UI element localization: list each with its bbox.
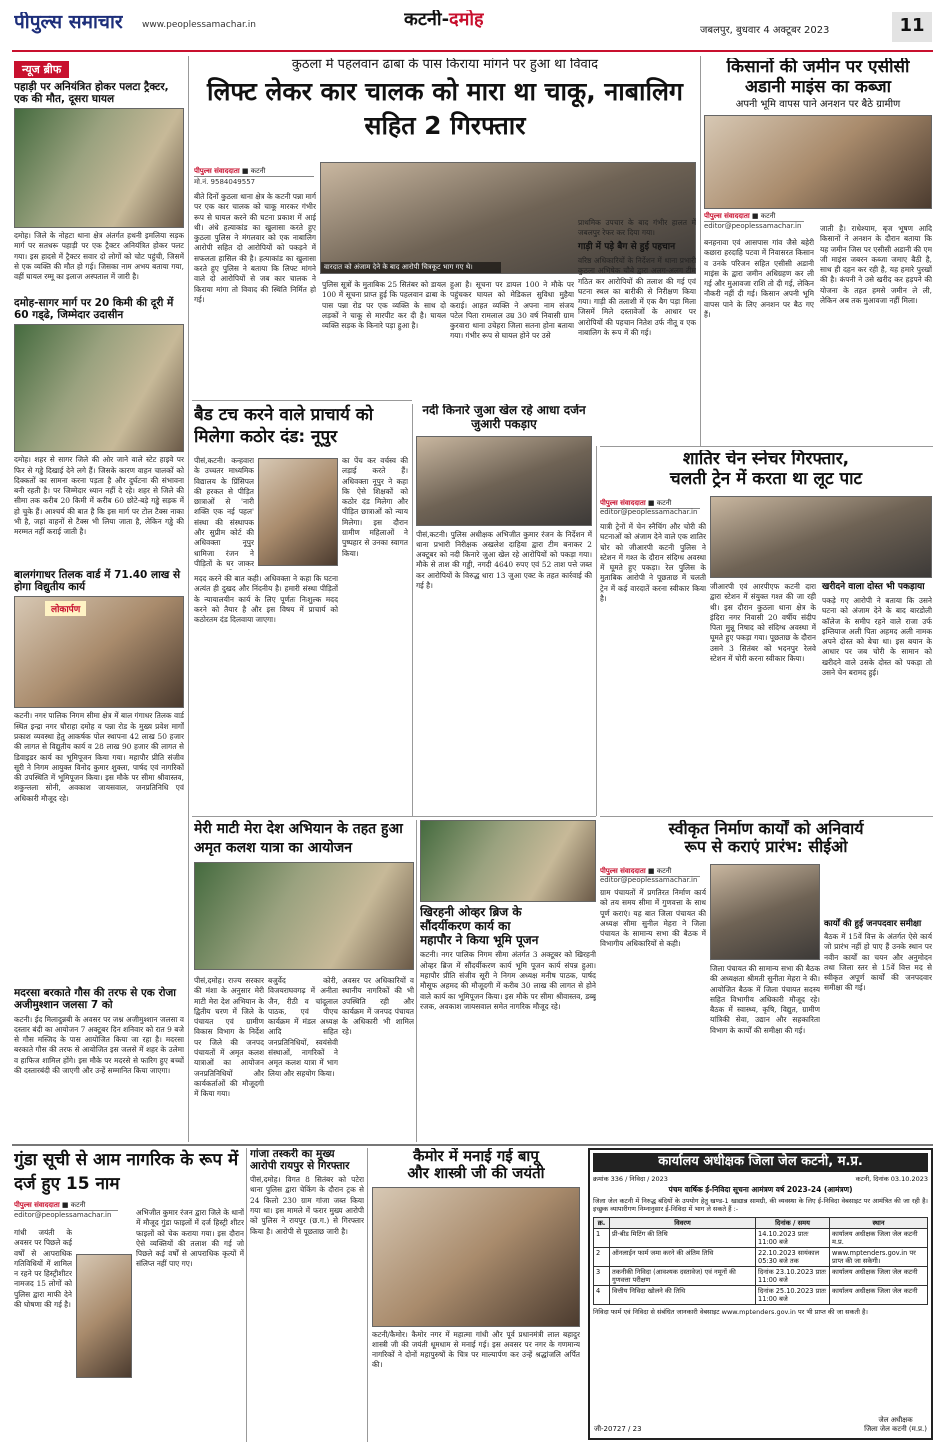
ceo-body-col1: ग्राम पंचायतों में प्रगतिरत निर्माण कार्य को तय समय सीमा में गुणवत्ता के साथ पूर्ण कराएं। यह बात जिला पंचायत की अध्यक्ष सीमा सुनील मेहरा ने जिला पंचायत के सामान्य सभा की बैठक में विभागीय अधिकारियों से कही। [600,888,706,949]
ganja-headline: गांजा तस्करी का मुख्य आरोपी रायपुर से गिरफ्तार [250,1148,350,1173]
gamblers-photo [416,436,592,526]
goonda-body-col1: गांधी जयंती के अवसर पर पिछले कई वर्षों से आपराधिक गतिविधियों में शामिल न रहने पर हिस्ट्रीशीटर नामजद 15 लोगों को पुलिस द्वारा माफी देने की घोषणा की गई है। [14,1228,72,1310]
meri-mati-headline: मेरी माटी मेरा देश अभियान के तहत हुआ अमृत कलश यात्रा का आयोजन [194,821,403,856]
khirhani-photo [420,820,596,902]
ganja-story [250,1148,364,1442]
inauguration-board-label: लोकार्पण [45,601,86,616]
ceo-byline: पीपुल्स संवाददाता ■ कटनी [600,866,700,877]
meri-mati-body-col3: अवसर पर अधिकारियों व स्थानीय नागरिकों की भी उपस्थिति रही और कार्यक्रम में जनपद पंचायत के अधिकारी भी शामिल रहे। [342,976,414,1037]
tender-cell: ऑनलाईन फार्म जमा करने की अंतिम तिथि [610,1247,756,1266]
tender-cell[interactable]: www.mptenders.gov.in पर प्राप्त की जा सकेगी। [830,1247,928,1266]
brief-photo-road [14,324,184,452]
meri-mati-body-col1: पीसं,दमोह। राज्य सरकार की मंशा के अनुसार मेरी माटी मेरा देश अभियान के द्वितीय चरण में जिले के पंचायत एवं ग्रामीण विकास विभाग के निर्देश पर जिले की जनपद पंचायतों में अमृत कलश यात्राओं का आयोजन जनप्रतिनिधियों और कार्यकर्ताओं की मौजूदगी में किया गया। [194,976,264,1099]
column-divider [596,446,597,816]
adani-headline-2: अडानी माइंस का कब्जा [744,76,892,97]
tender-col-header: स्थान [830,1217,928,1228]
adani-byline: पीपुल्स संवाददाता ■ कटनी [704,211,804,222]
ceo-body-col2: जिला पंचायत की सामान्य सभा की बैठक की अध्यक्षता श्रीमती सुनीता मेहरा ने की। आयोजित बैठक में जिला पंचायत सदस्य सहित विभागीय अधिकारी मौजूद रहे। बैठक में स्वास्थ्य, कृषि, विद्युत, ग्रामीण यांत्रिकी सेवा, उद्यान और सहकारिता विभाग के कार्यों की समीक्षा की गई। [710,964,820,1035]
chain-story [600,450,932,816]
brief-body-3: कटनी। नगर पालिक निगम सीमा क्षेत्र में बाल गंगाधर तिलक वार्ड स्थित इन्द्रा नगर चौराहा दमोह व पन्ना रोड के मुख्य प्रवेश मार्गों प्रकाश व्यवस्था हेतु आकर्षक पोल स्थापना 42 लाख 50 हजार की लागत से विद्युतीय कार्य व 28 लाख 90 हजार की लागत से डिवाइडर कार्य का भूमिपूजन किया गया। महापौर प्रीति संजीव सूरी ने निगम आयुक्त विनोद कुमार शुक्ला, पार्षद एवं नागरिकों की उपस्थिति में भूमिपूजन किया। इस मौके पर सीमा श्रीवास्तव, शकुन्तला सोनी, अवकाश जायसवाल, जनप्रतिनिधि एवं अधिकारी मौजूद रहे। [14,711,184,803]
tender-cell: प्री-बीड मिटिंग की तिथि [610,1228,756,1247]
section-divider [12,1144,933,1146]
principal-body-col2: का पेंच कर वर्चस्व की लड़ाई करते हैं। अधिवक्ता नूपुर ने कहा कि ऐसे शिक्षकों को कठोर दंड मिलेगा और पीड़ित छात्राओं को न्याय मिलेगा। इस दौरान ग्रामीण महिलाओं ने पुष्पहार से उनका स्वागत किया। [342,456,408,558]
masthead [0,0,945,52]
news-brief-column [14,58,184,1146]
chain-headline-2: चलती ट्रेन में करता था लूट पाट [669,468,863,489]
gamblers-headline: नदी किनारे जुआ खेल रहे आधा दर्जन जुआरी पकड़ाए [422,404,586,431]
ceo-photo-meeting [710,864,820,960]
ceo-side-body: बैठक में 15वें वित्त के अंतर्गत ऐसे कार्य जो प्रारंभ नहीं हो पाए हैं उनके स्थान पर नवीन कार्यों का चयन और अनुमोदन तथा जिला स्तर से 15वें वित्त मद से स्वीकृत अपूर्ण कार्यों की जनपदवार समीक्षा की गई। [824,932,932,993]
jayanti-headline-2: और शास्त्री जी की जयंती [407,1164,545,1183]
chain-headline-1: शातिर चेन स्नेचर गिरफ्तार, [682,450,850,469]
adani-body-col2: जाती है। राधेश्याम, बृज भूषण आदि किसानों ने अनशन के दौरान बताया कि यह जमीन जिस पर एसीसी अडानी की एम जी माइंस जबरन कब्जा जमाए बैठी है, साथ ही दहन कर रही है, यह हमारे पुरखों की है। कंपनी ने उसे खरीद कर हड़पने की योजना के तहत हमसे जमीन ले ली, लेकिन अब तक मुआवजा नहीं मिला। [820,224,932,306]
tender-row [594,1285,928,1304]
section-divider [600,816,933,817]
meri-mati-photo [194,862,414,970]
jayanti-story [372,1148,580,1442]
lead-headline: लिफ्ट लेकर कार चालक को मारा था चाकू, नाबालिग सहित 2 गिरफ्तार [206,76,684,140]
tender-sign-office: जिला जेल कटनी (म.प्र.) [864,1425,927,1433]
goonda-body-col2: अभिजीत कुमार रंजन द्वारा जिले के थानों में मौजूद गुंडा फाइलों में दर्ज हिस्ट्री शीटर फाइलों को चेक कराया गया। इस दौरान ऐसे व्यक्तियों की तलाश की गई जो पिछले कई वर्षों से आपराधिक कृत्यों में संलिप्त नहीं पाए गए। [136,1208,244,1269]
brief-body-1: दमोह। जिले के नोहटा थाना क्षेत्र अंतर्गत हथनी इमलिया सड़क मार्ग पर सतधरू पहाड़ी पर एक ट्रैक्टर अनियंत्रित होकर पलट गया। इस हादसे में ट्रैक्टर सवार दो लोगों को चोट पहुंची, जिसमें से एक व्यक्ति की मौत हो गई। जिसका नाम अभय बताया गया, वहीं घायल रम्मू का इलाज अस्पताल में जारी है। [14,231,184,282]
tender-title: कार्यालय अधीक्षक जिला जेल कटनी, म.प्र. [593,1153,928,1172]
column-divider [700,56,701,446]
tender-col-header: क्र. [594,1217,610,1228]
goonda-byline: पीपुल्स संवाददाता ■ कटनी [14,1200,118,1211]
tender-cell: 22.10.2023 सायंकाल 05:30 बजे तक [756,1247,830,1266]
tender-cell: वित्तीय निविदा खोलने की तिथि [610,1285,756,1304]
byline-org: पीपुल्स संवाददाता [704,211,750,220]
brief-headline-4: मदरसा बरकाते गौस की तरफ से एक रोजा अजीमुश्शान जलसा 7 को [14,987,176,1012]
brief-body-4: कटनी। ईद मिलादुन्नबी के अवसर पर जश्न अजीमुश्शान जलसा व दस्तार बंदी का आयोजन 7 अक्टूबर दिन शनिवार को रात 9 बजे से गौस मस्जिद के पास आयोजित किया जा रहा है। मदरसा बरकाते गौस की तरफ से आयोजित इस जलसे में शहर के उलेमा व हाफिज शामिल होंगे। इस मौके पर मदरसे से फारिग हुए बच्चों की दस्तारबंदी की जाएगी और उन्हें सम्मानित किया जाएगा। [14,1014,184,1075]
byline-city: कटनी [70,1201,86,1209]
chain-side-headline: खरीदने वाला दोस्त भी पकड़ाया [822,582,925,592]
section-divider [192,400,412,401]
tender-cell: कार्यालय अधीक्षक जिला जेल कटनी [830,1285,928,1304]
byline-org: पीपुल्स संवाददाता [14,1201,60,1209]
brief-photo-tractor [14,108,184,228]
tender-table [593,1217,928,1305]
tender-sign-title: जेल अधीक्षक [878,1416,913,1424]
chain-email[interactable]: editor@peoplessamachar.in [600,508,698,516]
lead-photo-caption: वारदात को अंजाम देने के बाद आरोपी चित्रकूट भाग गए थे। [321,262,501,273]
lead-body-col4a: प्राथमिक उपचार के बाद गंभीर हालत में जबलपुर रेफर कर दिया गया। [578,218,696,238]
tender-row [594,1247,928,1266]
section-city-katni: कटनी [404,10,442,30]
brief-headline-1: पहाड़ी पर अनियंत्रित होकर पलटा ट्रैक्टर, एक की मौत, दूसरा घायल [14,81,169,106]
goonda-email[interactable]: editor@peoplessamachar.in [14,1211,112,1219]
chain-photo-accused [710,496,932,578]
byline-org: पीपुल्स संवाददाता [600,867,646,875]
paper-name: पीपुल्स समाचार [14,12,123,33]
tender-notice [588,1148,933,1440]
column-divider [416,820,417,1142]
principal-body-col1: पीसं,कटनी। कन्हवारा के उच्चतर माध्यमिक विद्यालय के प्रिंसिपल की हरकत से पीड़ित छात्राओं से 'नारी शक्ति एक नई पहल' संस्था की संस्थापक और सुप्रीम कोर्ट की अधिवक्ता नूपुर धामिजा रंजन ने पीड़ितों के घर जाकर [194,456,254,568]
byline-org: पीपुल्स संवाददाता [600,499,646,507]
masthead-rule [12,50,933,52]
section-divider [600,446,933,447]
column-divider [412,404,413,816]
tender-cell: 4 [594,1285,610,1304]
page-number: 11 [892,12,932,42]
ceo-story [600,820,932,1142]
tender-footer-note: निविदा फार्म एवं निविदा से संबंधित जानकारी वेबसाइट www.mptenders.gov.in पर भी प्राप्त की जा सकती है। [593,1307,868,1316]
tender-cell: 3 [594,1266,610,1285]
khirhani-story [420,820,596,1142]
lead-body-col3: हुआ है। सूचना पर डायल 100 ने मौके पर पहुंचकर घायल को मेडिकल सुविधा मुहैया कराई। आहत व्यक्ति ने अपना नाम संजय पटेल पिता रामलाल उम्र 30 वर्ष निवासी ग्राम कुरवारा थाना उचेहरा जिला सतना होना बताया गया। गंभीर रूप से घायल होने पर उसे [450,280,574,341]
principal-headline: बैड टच करने वाले प्राचार्य को मिलेगा कठोर दंड: नूपुर [194,405,374,447]
adani-headline-1: किसानों की जमीन पर एसीसी [726,58,910,77]
byline-city: कटनी [656,499,672,507]
section-title: कटनी-दमोह [404,10,484,30]
ceo-email[interactable]: editor@peoplessamachar.in [600,876,698,884]
goonda-photo-officer [76,1254,132,1378]
lead-mobile: मो.नं. 9584049557 [194,178,256,186]
principal-photo-nupur [258,458,338,566]
jayanti-photo [372,1187,580,1327]
dateline: जबलपुर, बुधवार 4 अक्टूबर 2023 [700,25,830,36]
brief-photo-inauguration [14,596,184,708]
tender-header-row [594,1217,928,1228]
tender-col-header: दिनांक / समय [756,1217,830,1228]
section-city-damoh: दमोह [449,10,484,30]
gamblers-body: पीसं,कटनी। पुलिस अधीक्षक अभिजीत कुमार रंजन के निर्देशन में थाना प्रभारी निरीक्षक अखलेश दाहिया द्वारा टीम बनाकर 2 अक्टूबर को नदी किनारे जुआ खेल रहे आरोपियों को पकड़ा गया। मौके से ताश की गड्डी, नगदी 4640 रुपए एवं 52 ताश पत्ते जब्त कर आरोपियों के विरुद्ध धारा 13 जुआ एक्ट के तहत कार्रवाई की गई है। [416,529,592,591]
meri-mati-story [194,820,414,1142]
khirhani-headline-2: सौंदर्यीकरण कार्य का [420,918,511,933]
tender-cell: कार्यालय अधीक्षक जिला जेल कटनी म.प्र. [830,1228,928,1247]
tender-subtitle: पंचम वार्षिक ई-निविदा सूचना आमंत्रण वर्ष 2023-24 (आमंत्रण) [668,1184,853,1194]
adani-story [704,58,932,442]
lead-byline: पीपुल्स संवाददाता ■ कटनी [194,166,314,177]
adani-email[interactable]: editor@peoplessamachar.in [704,221,802,230]
column-divider [367,1148,368,1442]
byline-city: कटनी [656,867,672,875]
jayanti-headline-1: कैमोर में मनाई गई बापू [413,1148,539,1165]
ceo-side-headline: कार्यों की हुई जनपदवार समीक्षा [824,919,922,929]
gamblers-story [416,404,592,814]
tender-col-header: विवरण [610,1217,756,1228]
website[interactable]: www.peoplessamachar.in [142,20,256,30]
tender-ref-date: कटनी, दिनांक 03.10.2023 [855,1174,928,1183]
tender-row [594,1266,928,1285]
column-divider [246,1148,247,1442]
lead-body-col1: बीते दिनों कुठला थाना क्षेत्र के कटनी पन्ना मार्ग पर एक कार चालक को चाकू मारकर गंभीर रूप से घायल करने की घटना प्रकाश में आई थी। अंधे हत्याकांड का खुलासा करते हुए कुठला पुलिस ने मंगलवार को एक नाबालिग आरोपी सहित दो आरोपियों को पकड़ने में सफलता हासिल की है। हत्याकांड का खुलासा करते हुए पुलिस ने बताया कि लिफ्ट मांगने वाले दो आरोपियों से जब कार चालक ने किराया मांगा तो विवाद की स्थिति निर्मित हो गई। [194,192,316,304]
tender-cell: दिनांक 25.10.2023 प्रातः 11:00 बजे [756,1285,830,1304]
byline-org: पीपुल्स संवाददाता [194,167,240,175]
tender-signatory [864,1416,927,1434]
column-divider [188,56,189,1142]
lead-story [194,58,696,398]
khirhani-body: कटनी। नगर पालिक निगम सीमा अंतर्गत 3 अक्टूबर को खिरहनी ओव्हर ब्रिज में सौंदर्यीकरण कार्य भूमि पूजन कार्य संपन्न हुआ। महापौर प्रीति संजीव सूरी ने निगम अध्यक्ष मनीष पाठक, पार्षद मौसूफ अहमद की मौजूदगी में करीब 30 लाख की लागत से होने वाले कार्य का भूमिपूजन किया। इस मौके पर सीमा श्रीवास्तव, डब्बू रजक, अवकाश जायसवाल समेत नागरिक मौजूद रहे। [420,950,596,1011]
principal-story [194,404,408,814]
tender-intro: जिला जेल कटनी में निरुद्ध बंदियों के उपयोग हेतु खण्ड-1 खाद्यान्न सामग्री, की व्यवस्था के लिए ई-निविदा वेबसाइट पर आमंत्रित की जा रही है। इच्छुक व्यापारीगण निम्नानुसार ई-निविदा में भाग ले सकते हैं :- [593,1196,928,1214]
chain-byline: पीपुल्स संवाददाता ■ कटनी [600,498,700,509]
tender-ref-no: जी-20727 / 23 [594,1425,642,1433]
lead-kicker: कुठला में पहलवान ढाबा के पास किराया मांगने पर हुआ था विवाद [291,58,599,72]
tender-ref-row [593,1174,928,1183]
byline-city: कटनी [760,211,776,220]
goonda-headline: गुंडा सूची से आम नागरिक के रूप में दर्ज हुए 15 नाम [14,1150,239,1194]
brief-headline-2: दमोह-सागर मार्ग पर 20 किमी की दूरी में 60 गड्‌ढे, जिम्मेदार उदासीन [14,297,174,322]
khirhani-headline-1: खिरहनी ओव्हर ब्रिज के [420,905,522,919]
ceo-headline-2: रूप से कराएं प्रारंभ: सीईओ [684,837,848,857]
brief-body-2: दमोह। शहर से सागर जिले की ओर जाने वाले स्टेट हाइवे पर फिर से गड्ढे दिखाई देने लगे हैं। जिसके कारण वाहन चालकों को दिक्कतों का सामना करना पड़ता है और दुर्घटना की संभावना बनी रहती है। पर जिम्मेदार ध्यान नहीं दे रहे। शहर से जिले की सीमा तक करीब 20 किमी में करीब 60 छोटे-बड़े गड्ढे सड़क में हो चुके हैं। आश्चर्य की बात है कि इस मार्ग पर टोल टैक्स नाका भी है, जहां वाहनों से टैक्स भी लिया जाता है, लेकिन गड्ढे की मरम्मत नहीं कराई जाती है। [14,455,184,537]
tender-cell: 14.10.2023 प्रातः 11:00 बजे [756,1228,830,1247]
news-brief-label: न्यूज ब्रीफ [14,61,69,78]
chain-side-body: पकड़े गए आरोपी ने बताया कि उसने घटना को अंजाम देने के बाद बारडोली कॉलेज के समीप रहने वाले राजा उर्फ इम्तियाज अली पिता अहमद अली नामक अपने दोस्त को बेचा था। इस बयान के आधार पर जब चोरी के सामान को खरीदने वाले उसके दोस्त को पकड़ा तो उसने चेन बरामद हुई। [822,596,932,678]
lead-subhead: गाड़ी में पड़े बैग से हुई पहचान [578,242,676,252]
lead-body-col2: पुलिस सूत्रों के मुताबिक 25 सितंबर को डायल 100 में सूचना प्राप्त हुई कि पहलवान ढाबा के पास पन्ना रोड पर एक व्यक्ति के साथ दो लड़कों ने चाकू से मारपीट कर दी है। घायल व्यक्ति सड़क के किनारे पड़ा हुआ है। [322,280,446,331]
brief-headline-3: बालगंगाधर तिलक वार्ड में 71.40 लाख से होगा विद्युतीय कार्य [14,569,181,594]
principal-body-col3: मदद करने की बात कही। अधिवक्ता ने कहा कि घटना अत्यंत ही दुखद और निंदनीय है। हमारी संस्था पीड़ितों के न्यायालयीन कार्य के लिए पूर्णतः निःशुल्क मदद करने को तैयार है और इस विषय में प्राचार्य को कठोरतम दंड दिलवाया जाएगा। [194,574,338,625]
ganja-body: पीसं,दमोह। विगत 8 सितंबर को पटेरा थाना पुलिस द्वारा चेकिंग के दौरान ट्रक से 24 किलो 230 ग्राम गांजा जब्त किया गया था। इस मामले में फरार मुख्य आरोपी को पुलिस ने रायपुर (छ.ग.) से गिरफ्तार किया है। आरोपी से पूछताछ जारी है। [250,1175,364,1236]
ceo-headline-1: स्वीकृत निर्माण कार्यों को अनिवार्य [668,820,864,838]
section-divider [192,816,596,817]
tender-ref: क्रमांक 336 / निविदा / 2023 [593,1174,668,1183]
chain-body-col1: यात्री ट्रेनों में चेन स्नैचिंग और चोरी की घटनाओं को अंजाम देने वाले एक शातिर चोर को जीआरपी कटनी पुलिस ने स्टेशन में गश्त के दौरान संदिग्ध अवस्था में घूमते हुए पकड़ा। रेल पुलिस के मुताबिक आरोपी ने पूछताछ में चलती ट्रेन में कई वारदातें करना स्वीकार किया है। [600,522,706,604]
goonda-story [14,1148,244,1442]
adani-photo-protest [704,115,932,209]
tender-row [594,1228,928,1247]
adani-body-col1: बनहनावा एवं आसपास गांव जैसे बहेरी कछारा हरदाहि पटवा में निवासरत किसान व उनके परिजन सहित एसीसी अडानी माइंस के द्वारा जमीन अधिग्रहण कर ली गई और मुआवजा राशि तो दी गई, लेकिन नौकरी नहीं दी गई। किसान अपनी भूमि वापस पाने के लिए अनशन पर बैठ गए हैं। [704,238,814,320]
tender-cell: 2 [594,1247,610,1266]
tender-cell: तकनीकी निविदा (आवश्यक दस्तावेज) एवं नमूनों की गुणवत्ता परीक्षण [610,1266,756,1285]
tender-signature [594,1416,927,1434]
lead-body-col4b: वरिष्ठ अधिकारियों के निर्देशन में थाना प्रभारी कुठला अभिषेक चौबे द्वारा अलग-अलग टीम गठित कर आरोपियों की तलाश की गई एवं घटना स्थल का बारीकी से निरीक्षण किया गया। गाड़ी की तलाशी में एक बैग पड़ा मिला जिसमें मिले दस्तावेजों के आधार पर आरोपियों की पहचान नितेश उर्फ नीतू व एक नाबालिग के रूप में की गई। [578,256,696,338]
chain-body-col2: जीआरपी एवं आरपीएफ कटनी दारा द्वारा स्टेशन में संयुक्त गश्त की जा रही थी। इस दौरान कुठला थाना क्षेत्र के इंदिरा नगर निवासी 20 वर्षीय संदीप पिता मुन्नू निषाद को संदिग्ध अवस्था में घूमते हुए पकड़ा गया। पूछताछ के दौरान उसने 3 सितंबर को भदनपुर रेलवे स्टेशन में चोरी करना स्वीकार किया। [710,582,816,664]
meri-mati-body-col2: बजुर्वेद कोरी, विजयराघवगढ़ में अनीता जैन, रीठी व चांदूलाल पाठक, एवं पीएच कार्यक्रम में मंडल अध्यक्ष आदि सहित जनप्रतिनिधियों, स्वयंसेवी संस्थाओं, नागरिकों ने अमृत कलश यात्रा में भाग लिया और सहयोग किया। [268,976,338,1078]
jayanti-body: कटनी/कैमोर। कैमोर नगर में महात्मा गांधी और पूर्व प्रधानमंत्री लाल बहादुर शास्त्री जी की जयंती धूमधाम से मनाई गई। इस अवसर पर नगर के गणमान्य नागरिकों ने दोनों महापुरुषों के चित्र पर माल्यार्पण कर उन्हें श्रद्धांजलि अर्पित की। [372,1329,580,1370]
tender-cell: दिनांक 23.10.2023 प्रातः 11:00 बजे [756,1266,830,1285]
byline-city: कटनी [250,167,266,175]
adani-subhead: अपनी भूमि वापस पाने अनशन पर बैठे ग्रामीण [735,99,901,111]
tender-cell: 1 [594,1228,610,1247]
tender-cell: कार्यालय अधीक्षक जिला जेल कटनी [830,1266,928,1285]
khirhani-headline-3: महापौर ने किया भूमि पूजन [420,932,539,947]
